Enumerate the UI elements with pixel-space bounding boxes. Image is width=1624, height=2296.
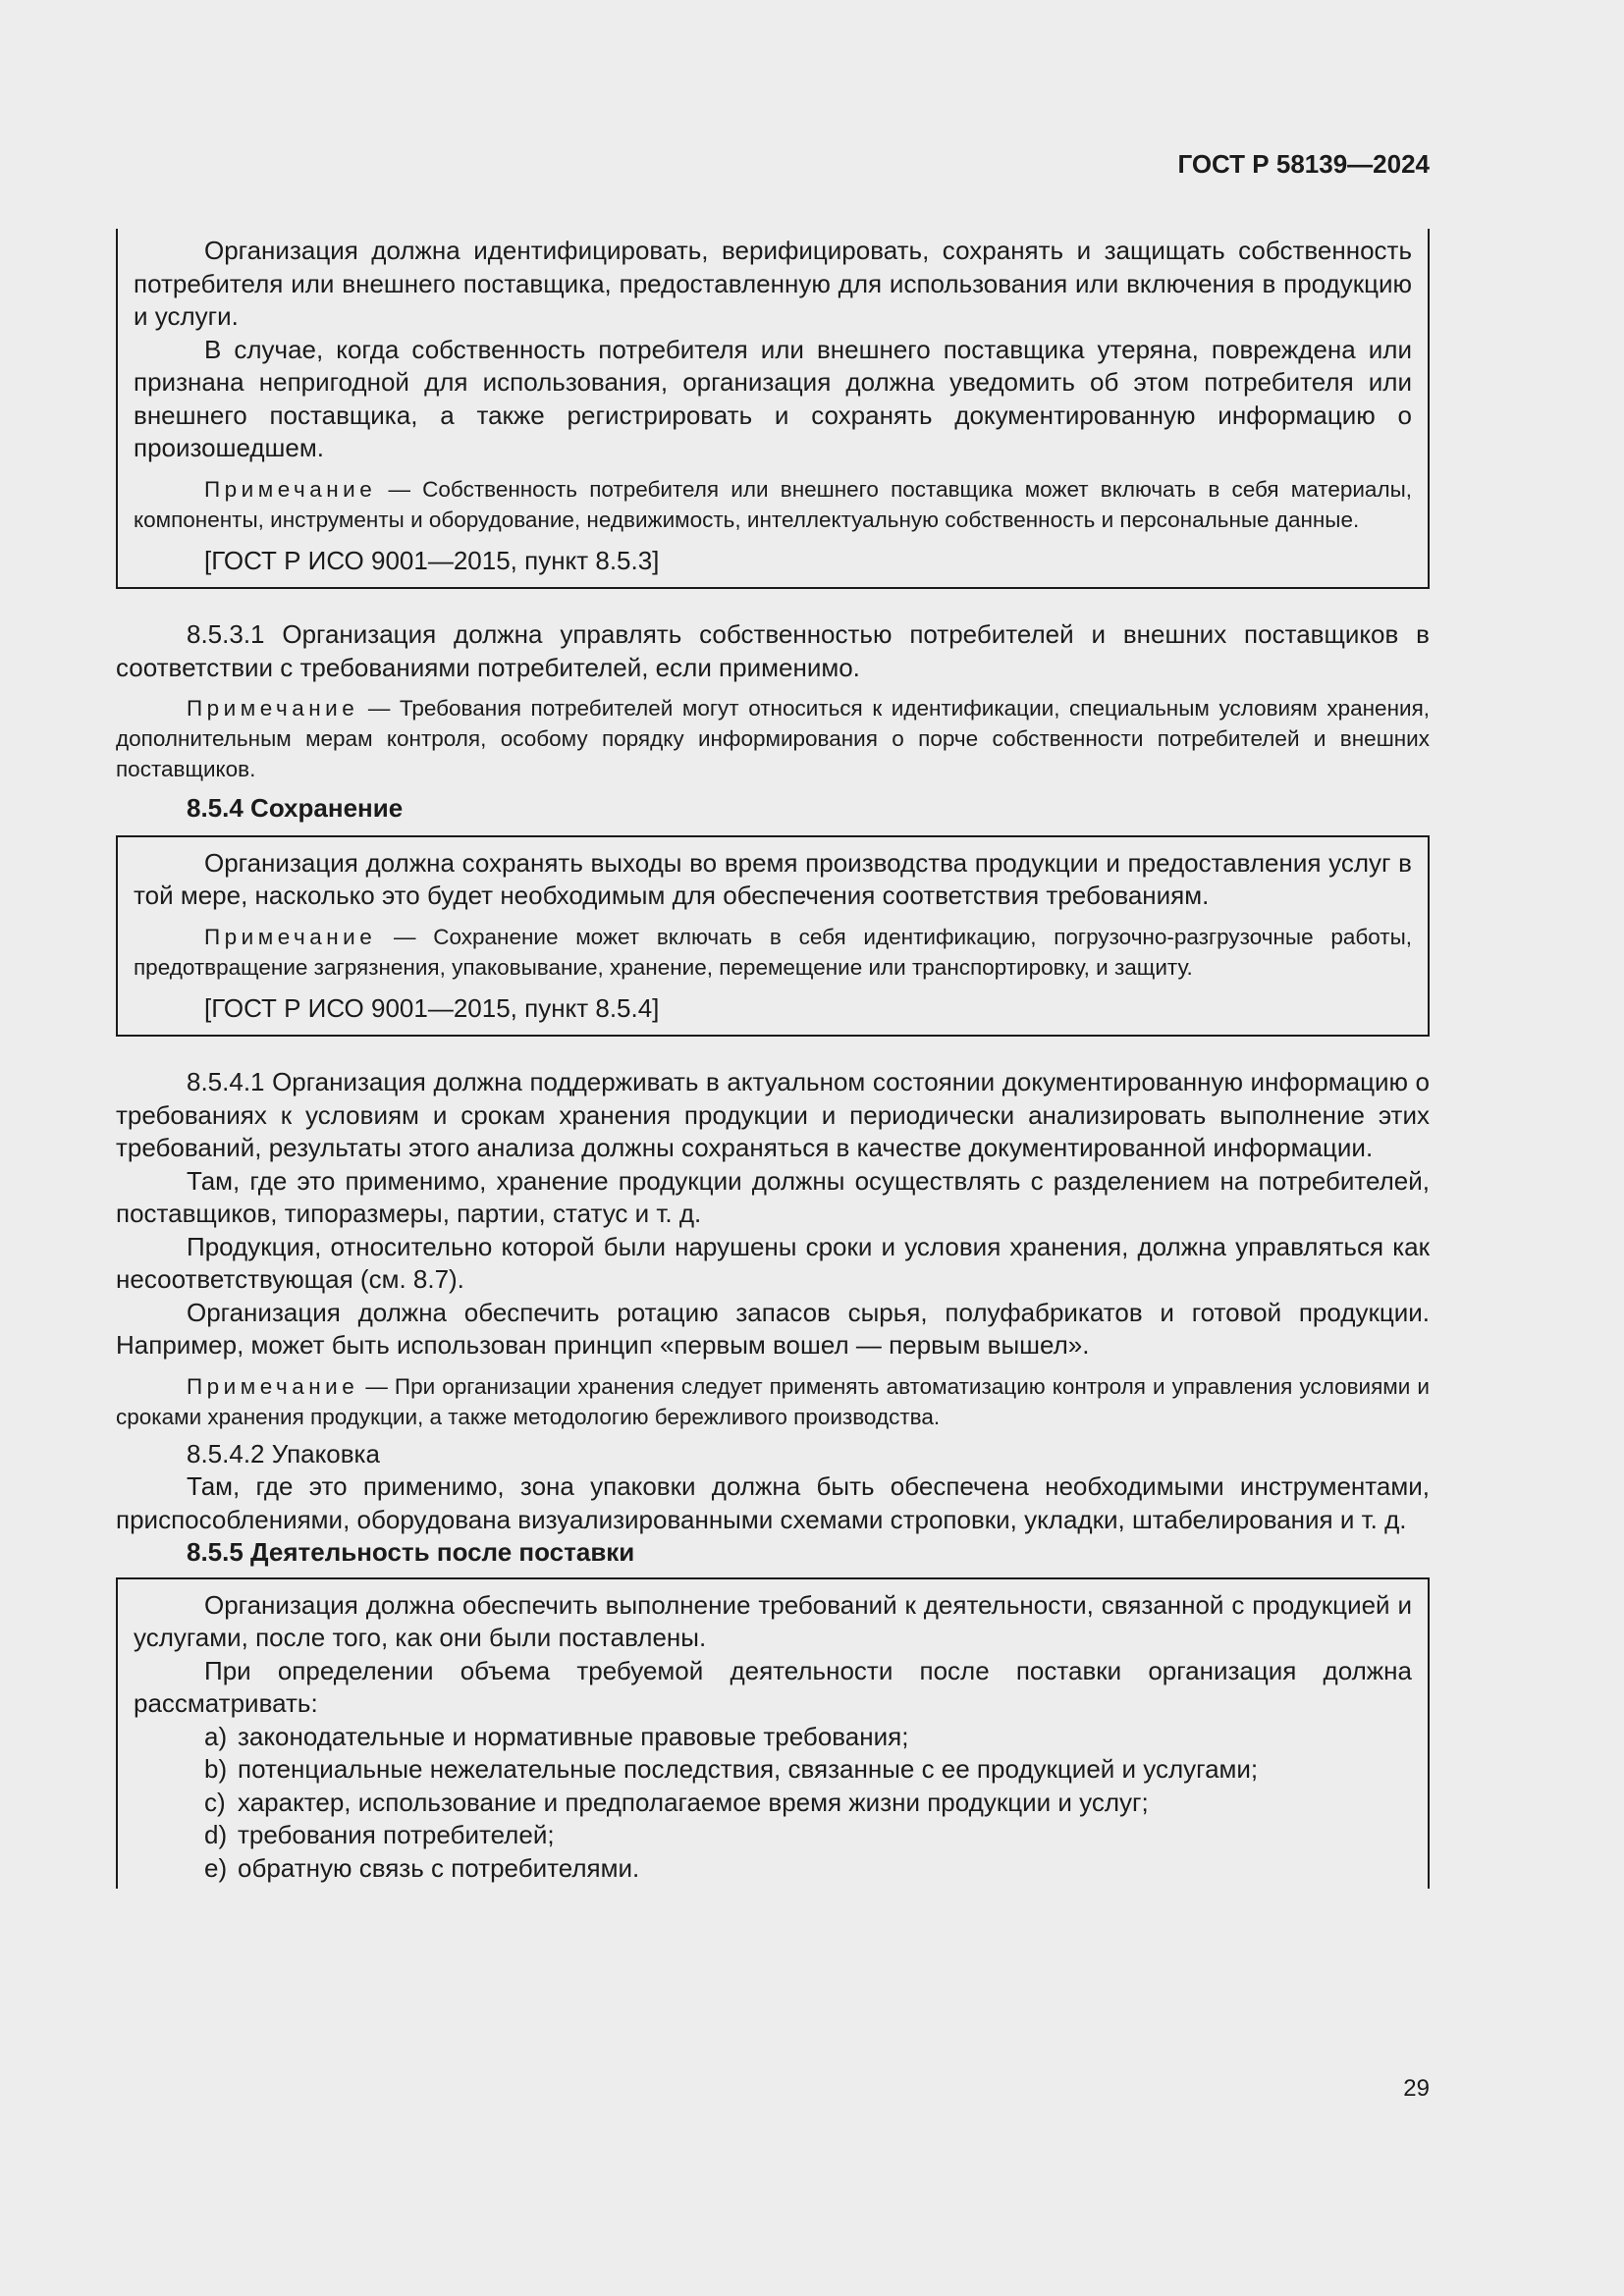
list-marker: d)	[204, 1820, 228, 1849]
paragraph: Продукция, относительно которой были нарушены сроки и условия хранения, должна управляться как несоответствующая (см. 8.7).	[116, 1231, 1430, 1294]
requirements-list	[134, 1721, 1412, 1886]
list-item	[134, 1819, 1412, 1852]
note-lead: Примечание	[204, 476, 377, 502]
list-item	[134, 1721, 1412, 1754]
paragraph: Организация должна обеспечить ротацию запасов сырья, полуфабрикатов и готовой продукции. Например, может быть использован принцип «первым вошел — первым вышел».	[116, 1297, 1430, 1360]
list-item	[134, 1753, 1412, 1787]
list-marker: e)	[204, 1852, 228, 1883]
page-content	[116, 229, 1430, 1889]
clause-8-5-4-2-title: 8.5.4.2 Упаковка	[187, 1438, 380, 1468]
quote-box-8-5-5	[116, 1577, 1430, 1890]
list-item-text: требования потребителей;	[238, 1820, 555, 1849]
paragraph: Организация должна сохранять выходы во время производства продукции и предоставления услуг в той мере, насколько это будет необходимым для обеспечения соответствия требованиям.	[134, 847, 1412, 910]
list-item-text: обратную связь с потребителями.	[238, 1852, 640, 1883]
note-text: — При организации хранения следует применять автоматизацию контроля и управления условиями и сроками хранения продукции, а также методологию бережливого производства.	[116, 1373, 1430, 1429]
list-item-text: характер, использование и предполагаемое время жизни продукции и услуг;	[238, 1787, 1149, 1817]
list-item-text: законодательные и нормативные правовые требования;	[238, 1721, 909, 1751]
note-lead: Примечание	[187, 696, 359, 721]
paragraph: Организация должна обеспечить выполнение требований к деятельности, связанной с продукцией и услугами, после того, как они были поставлены.	[134, 1589, 1412, 1652]
list-marker: a)	[204, 1721, 228, 1751]
note	[116, 693, 1430, 784]
clause-8-5-4-1: 8.5.4.1 Организация должна поддерживать в актуальном состоянии документированную информацию о требованиях к условиям и срокам хранения продукции и периодически анализировать выполнение этих требований, результаты этого анализа должны сохраняться в качестве документированной информации.	[116, 1067, 1430, 1162]
document-id: ГОСТ Р 58139—2024	[1177, 149, 1430, 179]
section-heading-8-5-4: 8.5.4 Сохранение	[187, 793, 404, 823]
note	[116, 1371, 1430, 1432]
list-marker: c)	[204, 1787, 226, 1817]
list-marker: b)	[204, 1754, 228, 1784]
list-item	[134, 1852, 1412, 1886]
note-text: — Требования потребителей могут относиться к идентификации, специальным условиям хранения, дополнительным мерам контроля, особому порядку информирования о порче собственности потребителей и внешних поставщиков.	[116, 696, 1430, 781]
reference: [ГОСТ Р ИСО 9001—2015, пункт 8.5.4]	[204, 992, 660, 1023]
paragraph: Там, где это применимо, хранение продукции должны осуществлять с разделением на потребителей, поставщиков, типоразмеры, партии, статус и т. д.	[116, 1165, 1430, 1228]
paragraph: В случае, когда собственность потребителя или внешнего поставщика утеряна, повреждена или признана непригодной для использования, организация должна уведомить об этом потребителя или внешнего поставщика, а также регистрировать и сохранять документированную информацию о произошедшем.	[134, 334, 1412, 462]
page-number: 29	[1403, 2075, 1430, 2102]
paragraph: При определении объема требуемой деятельности после поставки организация должна рассматривать:	[134, 1655, 1412, 1718]
quote-box-8-5-3	[116, 229, 1430, 589]
list-item	[134, 1787, 1412, 1820]
quote-box-8-5-4	[116, 835, 1430, 1038]
note-lead: Примечание	[204, 924, 377, 949]
note-text: — Сохранение может включать в себя идентификацию, погрузочно-разгрузочные работы, предотвращение загрязнения, упаковывание, хранение, перемещение или транспортировку, и защиту.	[134, 924, 1412, 980]
note	[134, 474, 1412, 535]
note	[134, 922, 1412, 983]
list-item-text: потенциальные нежелательные последствия, связанные с ее продукцией и услугами;	[238, 1754, 1259, 1784]
clause-8-5-3-1: 8.5.3.1 Организация должна управлять собственностью потребителей и внешних поставщиков в соответствии с требованиями потребителей, если применимо.	[116, 619, 1430, 682]
note-text: — Собственность потребителя или внешнего поставщика может включать в себя материалы, компоненты, инструменты и оборудование, недвижимость, интеллектуальную собственность и персональные данные.	[134, 476, 1412, 532]
section-heading-8-5-5: 8.5.5 Деятельность после поставки	[187, 1537, 635, 1567]
paragraph: Там, где это применимо, зона упаковки должна быть обеспечена необходимыми инструментами, приспособлениями, оборудована визуализированными схемами строповки, укладки, штабелирования и т. д.	[116, 1471, 1430, 1534]
note-lead: Примечание	[187, 1373, 359, 1399]
paragraph: Организация должна идентифицировать, верифицировать, сохранять и защищать собственность потребителя или внешнего поставщика, предоставленную для использования или включения в продукцию и услуги.	[134, 236, 1412, 331]
reference: [ГОСТ Р ИСО 9001—2015, пункт 8.5.3]	[204, 545, 660, 575]
